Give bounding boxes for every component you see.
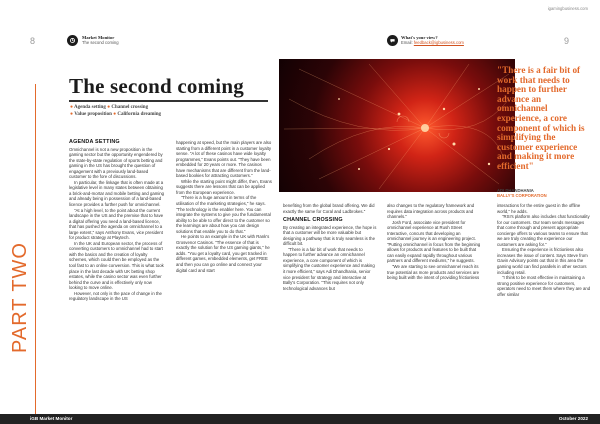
tags-line-1: ● Agenda setting ● Channel crossing [70, 105, 149, 110]
section-subtitle: The second coming [82, 40, 119, 46]
paragraph: While the starting point might differ, then, Evans suggests there are lessons that can be applied from the European experience. [176, 178, 272, 195]
hero-image [279, 59, 515, 192]
paragraph: benefiting from the global brand offering. We did exactly the same for Coral and Ladbrokes." [283, 203, 375, 214]
feedback-line [401, 40, 464, 45]
paragraph: "RSI's platform also includes chat functionality for our customers. Our team sends messages that come through and present appropriate concierge offers to various teams to ensure that we are truly creating the experience our customers are asking for." [497, 214, 590, 247]
feedback-title: What's your view? [401, 35, 438, 40]
article-column-3 [283, 203, 378, 291]
pull-quote: "There is a fair bit of work that needs to happen to further advance an omnichannel experience, a core component of which is simplifying the customer experience and making it more efficient" [497, 65, 585, 171]
article-column-4 [387, 203, 483, 281]
publication-header [82, 35, 119, 45]
footer-bar [0, 414, 600, 424]
tag-value-proposition[interactable]: Value proposition [74, 112, 112, 117]
headline-rule [69, 100, 268, 102]
publication-title: Market Monitor [82, 35, 115, 40]
article-column-5 [497, 203, 591, 297]
section-title-agenda-setting: AGENDA SETTING [69, 139, 120, 145]
feedback-header [401, 35, 464, 45]
tag-agenda-setting[interactable]: Agenda setting [74, 105, 106, 110]
feedback-email-link[interactable]: feedback@igbusiness.com [413, 40, 464, 46]
side-label-text: PART TWO [8, 241, 31, 353]
paragraph: He points to an example in the UK with Rank's Grosvenor Casinos. "The essence of that is exactly the solution for the US gaming giants," he adds. "You get a loyalty card, you get tracked in different games, embedded elements, get FREE and then you can go online and connect your digital card and start [176, 234, 270, 273]
tag-channel-crossing[interactable]: Channel crossing [111, 105, 149, 110]
site-url[interactable]: igamingbusiness.com [547, 6, 588, 11]
paragraph: By creating an integrated experience, the hope is that a customer will be more valuable but designing a pathway that is truly seamless is the difficult bit. [283, 224, 377, 247]
footer-date: October 2022 [558, 416, 588, 421]
quote-organization: BALLY'S CORPORATION [497, 193, 547, 198]
paragraph: "At a high level, to the point about the current landscape in the US and the premise that to have a digital offering you need a land-based licence, that has pushed the agenda on omnichannel to a large extent," says Anthony Evans, vice president for product strategy at Playtech. [69, 207, 164, 241]
monitor-icon [67, 35, 78, 46]
chat-bubble-icon [387, 35, 398, 46]
paragraph: In particular, the linkage that is often made at a legislative level in many states between obtaining a brick-and-mortar and mobile betting and gaming and already being in possession of a land-based licence provides a further push for omnichannel. [69, 179, 165, 208]
accent-divider [35, 84, 36, 414]
paragraph: also changes to the regulatory framework and requires data integration across products and channels." [387, 203, 475, 220]
paragraph: Ensuring the experience is frictionless also increases the issue of content. Says Steve from Gavin Advisory points out that in this area the gaming world can find parallels in other sectors including retail. [497, 247, 588, 275]
part-two-side-label [8, 212, 31, 382]
paragraph: Josh Ford, associate vice president for omnichannel experience at Rush Street Interactive, concurs that developing an omnichannel journey is an engineering project. "Putting omnichannel in focus from the beginning allows for products and features to be built that can easily expand rapidly throughout various partners and different mediums," he suggests. [387, 219, 481, 264]
paragraph: "I think to be most effective in maintaining a strong positive experience for customers, operators need to meet them where they are and offer similar [497, 275, 591, 297]
paragraph: "There is a fair bit of work that needs to happen to further advance an omnichannel experience, a core component of which is simplifying the customer experience and making it more efficient," says Adi Dhandhania, senior vice president for strategy and interactive at Bally's Corporation. "This requires not only technological advances but [283, 246, 375, 291]
left-page-number: 8 [30, 36, 36, 46]
quote-attribution [497, 188, 591, 198]
paragraph: "We are starting to see omnichannel reach its true potential as more products and services are being built with the intent of providing frictionless [387, 264, 480, 281]
quote-author: ADI DHANDHANIA [497, 188, 534, 193]
paragraph: However, not only is the pace of change in the regulatory landscape in the US [69, 290, 162, 302]
paragraph: "There is a huge amount in terms of the utilisation of the marketing strategies," he says. "The technology is the enabler here. You can integrate the systems to give you the fundamental ability to be able to offer direct to the customer so the learnings are about how you can design solutions that enable you to do that." [176, 195, 271, 234]
feedback-prefix: Email: [401, 40, 413, 46]
article-tags [70, 104, 161, 118]
tag-california-dreaming[interactable]: California dreaming [117, 112, 162, 117]
paragraph: Omnichannel is not a new proposition in the gaming sector but the opportunity engendered by the state-by-state regulation of sports betting and gaming in the US has brought the question of engagement with a previously land-based customer to the fore of discussions. [69, 146, 163, 180]
paragraph: interactions for the entire guest in the offline world," he adds. [497, 203, 581, 214]
tags-line-2: ● Value proposition ● California dreaming [70, 112, 162, 117]
right-page-number: 9 [564, 36, 570, 46]
article-headline: The second coming [69, 74, 244, 98]
section-title-channel-crossing: CHANNEL CROSSING [283, 217, 343, 224]
article-column-2 [176, 140, 272, 273]
paragraph: happening at speed, but the main players are also starting from a different point in a customer loyalty sense. "A lot of these casinos have wide loyalty programmes," Evans points out. "They have been embedded for 20 years or more. The casinos have mechanisms that are different from the land-based bookies for attracting customers." [176, 140, 272, 179]
footer-publication: iGB Market Monitor [30, 416, 73, 421]
article-column-1 [69, 140, 166, 302]
paragraph: In the UK and European sector, the process of converting customers to omnichannel had to start with the basics and the creation of loyalty schemes, which could then be employed as the tool fast to an online conversion. This is what took place in the last decade with UK betting shop estates, while the casino sector was even further behind the curve and is effectively only now looking to move online. [69, 240, 164, 291]
